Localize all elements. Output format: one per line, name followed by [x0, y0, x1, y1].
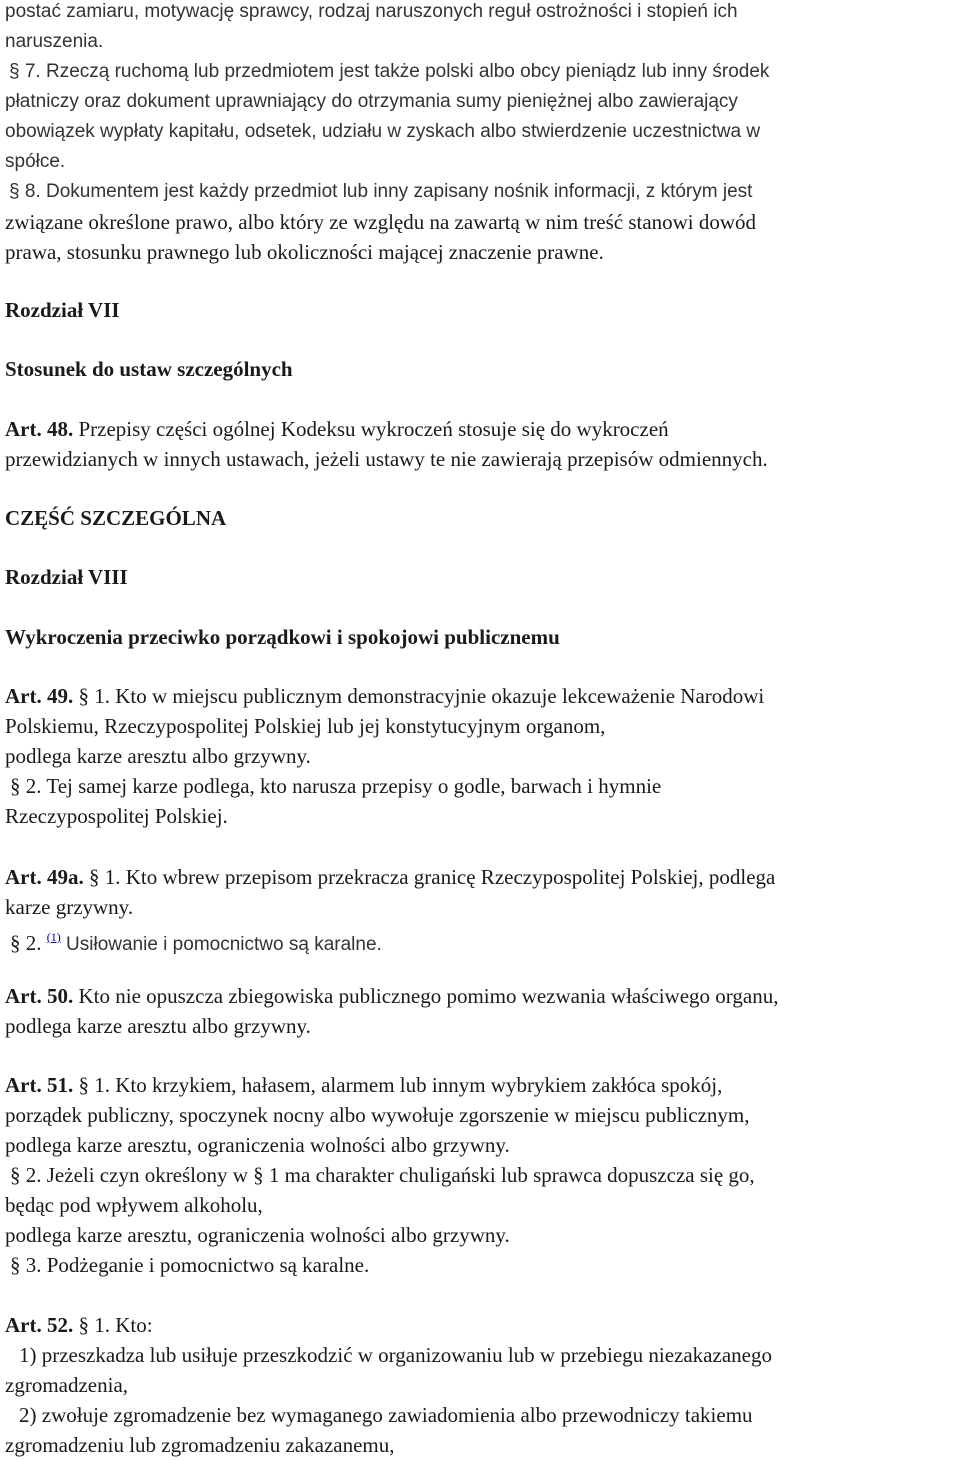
list-item: 1) przeszkadza lub usiłuje przeszkodzić w organizowaniu lub w przebiegu niezakazanego	[19, 1343, 772, 1367]
text-line: Kto nie opuszcza zbiegowiska publicznego pomimo wezwania właściwego organu,	[73, 984, 779, 1008]
chapter-title: Stosunek do ustaw szczególnych	[5, 357, 293, 381]
article-49	[5, 681, 764, 831]
article-continuation	[5, 0, 769, 267]
text-line: zgromadzenia,	[5, 1373, 129, 1397]
chapter-heading: Rozdział VIII	[5, 565, 128, 589]
paragraph-3: § 3. Podżeganie i pomocnictwo są karalne.	[10, 1253, 370, 1277]
text-line: podlega karze aresztu, ograniczenia wolności albo grzywny.	[5, 1133, 510, 1157]
text-line: Rzeczypospolitej Polskiej.	[5, 804, 228, 828]
text-line: § 1. Kto:	[73, 1313, 153, 1337]
text-line: naruszenia.	[5, 31, 104, 52]
text-line: podlega karze aresztu, ograniczenia wolności albo grzywny.	[5, 1223, 510, 1247]
paragraph-8: § 8. Dokumentem jest każdy przedmiot lub inny zapisany nośnik informacji, z którym jest	[9, 181, 753, 202]
text-line: Polskiemu, Rzeczypospolitej Polskiej lub jej konstytucyjnym organom,	[5, 714, 606, 738]
article-51	[5, 1070, 755, 1280]
text-line: § 1. Kto wbrew przepisom przekracza granicę Rzeczypospolitej Polskiej, podlega	[83, 865, 776, 889]
text-line: podlega karze aresztu albo grzywny.	[5, 1014, 311, 1038]
text-line: prawa, stosunku prawnego lub okoliczności mającej znaczenie prawne.	[5, 240, 604, 264]
text-line: obowiązek wypłaty kapitału, odsetek, udziału w zyskach albo stwierdzenie uczestnictwa w	[5, 121, 761, 142]
text-line: karze grzywny.	[5, 895, 134, 919]
paragraph-number: § 2.	[10, 931, 47, 955]
article-label: Art. 49a.	[5, 865, 84, 889]
article-label: Art. 48.	[5, 417, 74, 441]
article-49a	[5, 862, 775, 960]
article-50	[5, 981, 778, 1041]
text-line: związane określone prawo, albo który ze względu na zawartą w nim treść stanowi dowód	[5, 210, 757, 234]
article-label: Art. 52.	[5, 1313, 74, 1337]
text-line: § 1. Kto w miejscu publicznym demonstracyjnie okazuje lekceważenie Narodowi	[73, 684, 765, 708]
chapter-heading: Rozdział VII	[5, 298, 120, 322]
article-label: Art. 51.	[5, 1073, 74, 1097]
paragraph-7: § 7. Rzeczą ruchomą lub przedmiotem jest także polski albo obcy pieniądz lub inny środek	[9, 61, 770, 82]
list-item: 2) zwołuje zgromadzenie bez wymaganego zawiadomienia albo przewodniczy takiemu	[19, 1403, 753, 1427]
article-label: Art. 50.	[5, 984, 74, 1008]
text-line: będąc pod wpływem alkoholu,	[5, 1193, 263, 1217]
text-line: przewidzianych w innych ustawach, jeżeli ustawy te nie zawierają przepisów odmiennych.	[5, 447, 768, 471]
footnote-link[interactable]: (1)	[46, 930, 61, 944]
text-line: zgromadzeniu lub zgromadzeniu zakazanemu,	[5, 1433, 395, 1457]
text-line: podlega karze aresztu albo grzywny.	[5, 744, 311, 768]
text-line: § 1. Kto krzykiem, hałasem, alarmem lub innym wybrykiem zakłóca spokój,	[73, 1073, 723, 1097]
paragraph-2: § 2. Tej samej karze podlega, kto narusza przepisy o godle, barwach i hymnie	[10, 774, 662, 798]
article-label: Art. 49.	[5, 684, 74, 708]
text-line: spółce.	[5, 151, 66, 172]
part-heading: CZĘŚĆ SZCZEGÓLNA	[5, 506, 227, 530]
text-line: postać zamiaru, motywację sprawcy, rodzaj naruszonych reguł ostrożności i stopień ich	[5, 1, 738, 22]
article-48	[5, 414, 768, 474]
paragraph-2: § 2. Jeżeli czyn określony w § 1 ma charakter chuligański lub sprawca dopuszcza się go,	[10, 1163, 755, 1187]
chapter-title: Wykroczenia przeciwko porządkowi i spokojowi publicznemu	[5, 625, 560, 649]
article-52	[5, 1310, 772, 1460]
text-line: porządek publiczny, spoczynek nocny albo wywołuje zgorszenie w miejscu publicznym,	[5, 1103, 750, 1127]
text-line: Przepisy części ogólnej Kodeksu wykroczeń stosuje się do wykroczeń	[73, 417, 669, 441]
text-line: Usiłowanie i pomocnictwo są karalne.	[60, 934, 382, 955]
text-line: płatniczy oraz dokument uprawniający do otrzymania sumy pieniężnej albo zawierający	[5, 91, 738, 112]
paragraph-2	[5, 922, 775, 960]
